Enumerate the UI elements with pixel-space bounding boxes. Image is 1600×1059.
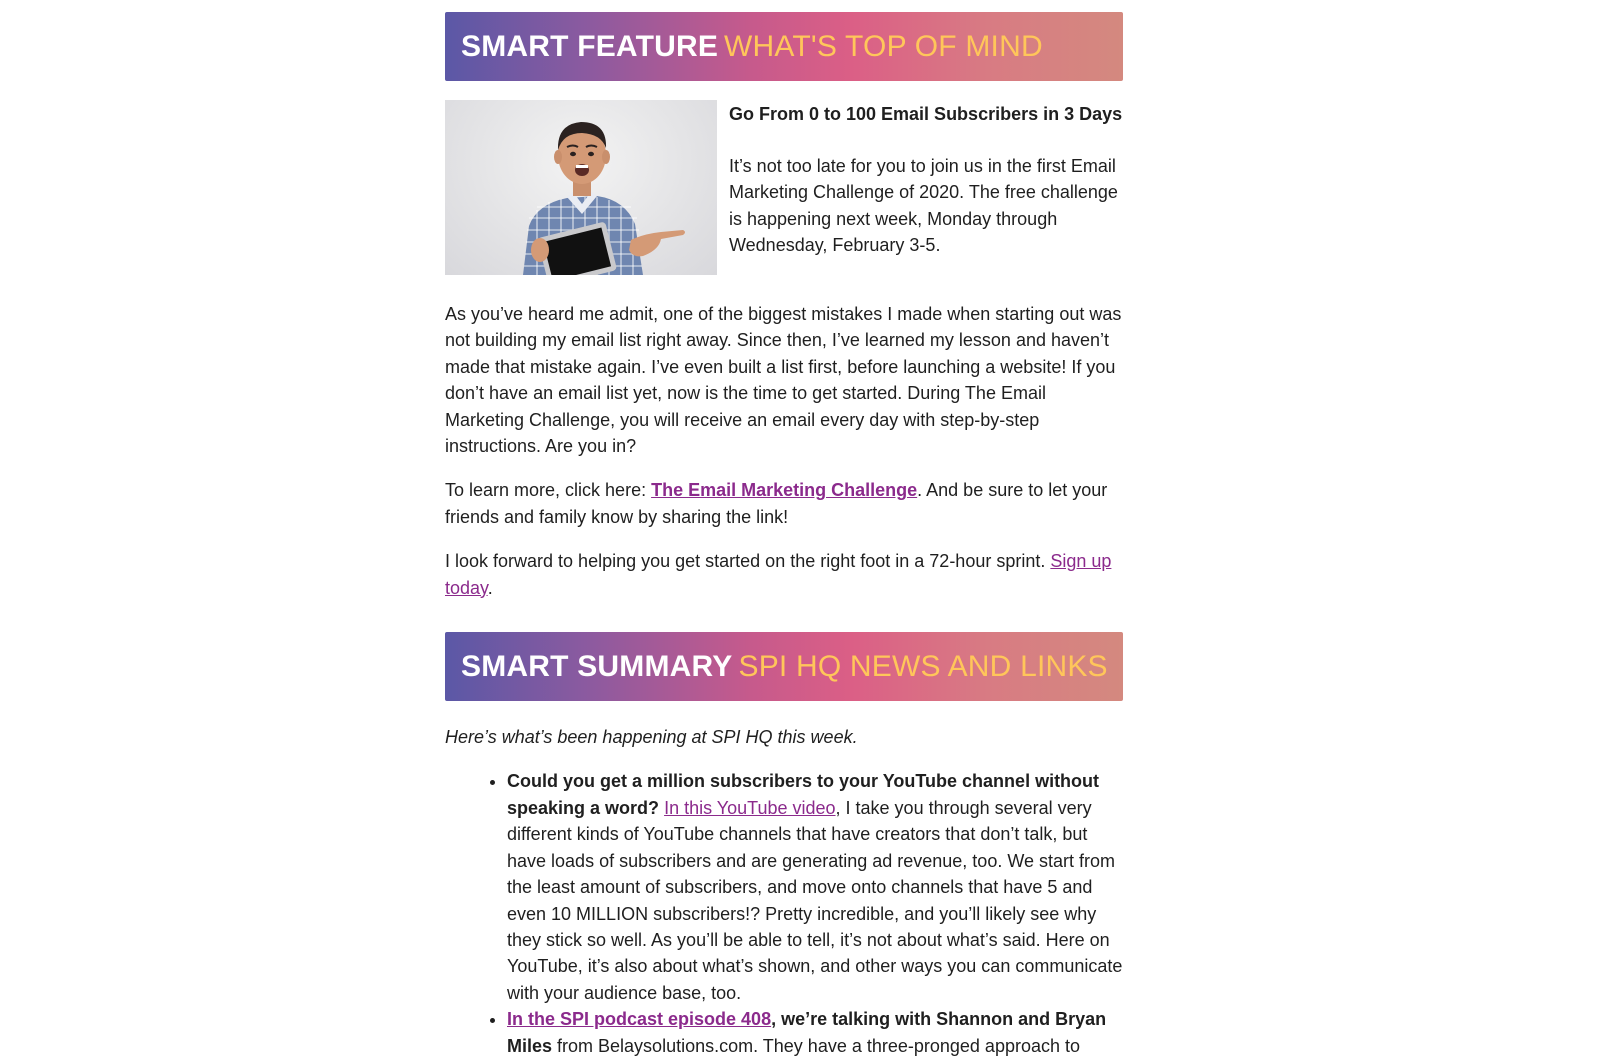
item-lead: Could you get a million subscribers to your YouTube channel without speaking a word? <box>507 771 1100 818</box>
feature-title: Go From 0 to 100 Email Subscribers in 3 Days <box>729 104 1123 124</box>
smart-feature-banner <box>445 12 1123 81</box>
feature-body: As you’ve heard me admit, one of the biggest mistakes I made when starting out was not building my email list right away. Since then, I’ve learned my lesson and haven’t made that mistake again. I’ve even built a list first, before launching a website! If you don’t have an email list yet, now is the time to get started. During The Email Marketing Challenge, you will receive an email every day with step-by-step instructions. Are you in? <box>445 304 1122 457</box>
item-text: from Belaysolutions.com. They have a three-pronged approach to <box>552 1035 1080 1056</box>
email-marketing-challenge-link[interactable]: The Email Marketing Challenge <box>651 480 918 501</box>
list-item <box>507 1006 1123 1059</box>
sign-up-today-link[interactable]: Sign up today <box>445 551 1112 598</box>
banner-subtitle: SPI HQ NEWS AND LINKS <box>738 649 1108 683</box>
feature-intro: It’s not too late for you to join us in the first Email Marketing Challenge of 2020. The free challenge is happening next week, Monday through Wednesday, February 3-5. <box>729 156 1118 256</box>
learn-more-suffix: . And be sure to let your friends and family know by sharing the link! <box>445 480 1108 527</box>
banner-title: SMART SUMMARY <box>461 649 733 683</box>
list-item <box>507 768 1123 1006</box>
signup-prefix: I look forward to helping you get started on the right foot in a 72-hour sprint. <box>445 551 1051 572</box>
summary-list <box>445 768 1123 1058</box>
feature-text <box>729 100 1123 259</box>
item-lead: , we’re talking with Shannon and Bryan Miles <box>507 1009 1107 1056</box>
photo-illustration <box>445 100 717 275</box>
summary-intro: Here’s what’s been happening at SPI HQ this week. <box>445 727 858 748</box>
newsletter-column <box>445 12 1123 1059</box>
signup-suffix: . <box>487 577 493 598</box>
smart-summary-banner <box>445 632 1123 701</box>
learn-more-paragraph <box>445 477 1123 530</box>
youtube-video-link[interactable]: In this YouTube video <box>664 797 836 818</box>
feature-row <box>445 100 1123 275</box>
man-holding-tablet-photo <box>445 100 717 275</box>
signup-paragraph <box>445 548 1123 601</box>
podcast-episode-link[interactable]: In the SPI podcast episode 408 <box>507 1009 772 1030</box>
banner-title: SMART FEATURE <box>461 29 719 63</box>
banner-subtitle: WHAT'S TOP OF MIND <box>724 29 1043 63</box>
learn-more-prefix: To learn more, click here: <box>445 480 652 501</box>
item-text: , I take you through several very different kinds of YouTube channels that have creators that don’t talk, but have loads of subscribers and are generating ad revenue, too. We start from the least amount of subscribers, and move onto channels that have 5 and even 10 MILLION subscribers!? Pretty incredible, and you’ll likely see why they stick so well. As you’ll be able to tell, it’s not about what’s said. Here on YouTube, it’s also about what’s shown, and other ways you can communicate with your audience base, too. <box>507 797 1123 1003</box>
